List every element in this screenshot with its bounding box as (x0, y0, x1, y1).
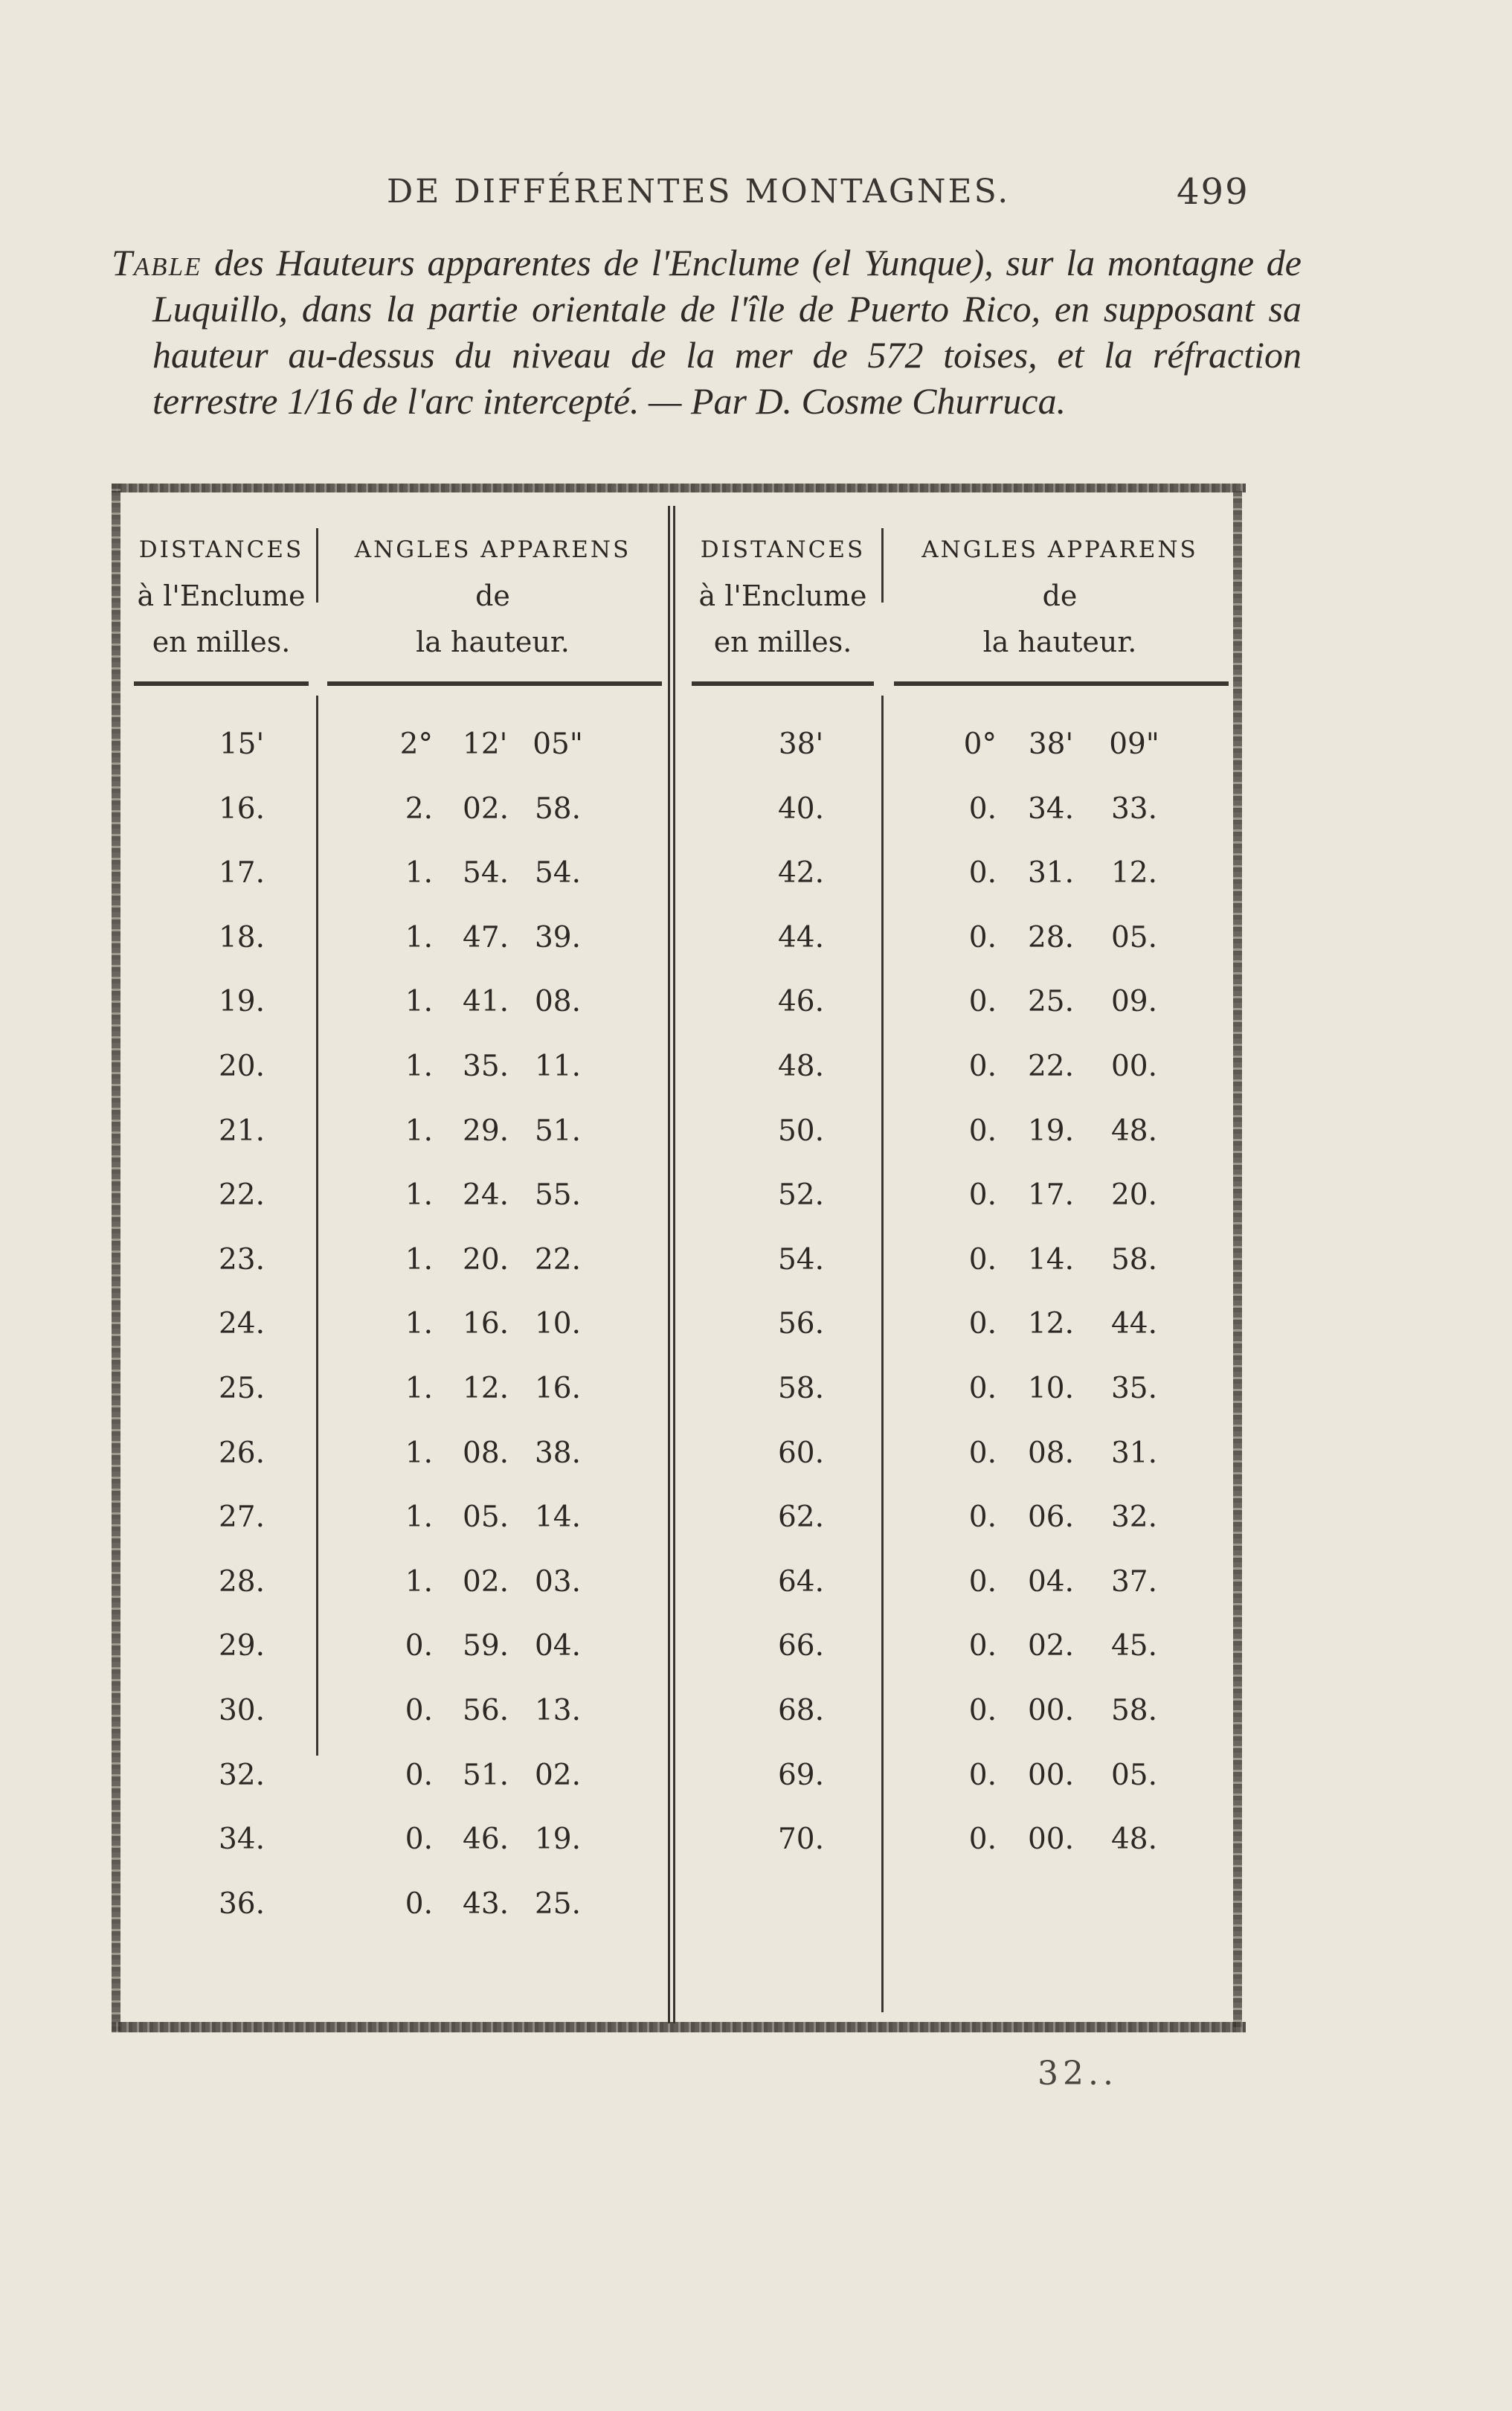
degrees-cell: 0. (968, 1049, 997, 1083)
minutes-cell: 12. (463, 1371, 509, 1405)
distance-cell: 29. (218, 1629, 266, 1663)
header-distances-left: DISTANCES à l'Enclume en milles. (137, 536, 306, 658)
seconds-cell: 20. (1110, 1178, 1158, 1213)
seconds-cell: 14. (534, 1500, 582, 1535)
seconds-cell: 51. (534, 1114, 582, 1148)
minutes-cell: 38' (1028, 728, 1074, 761)
degrees-cell: 0. (405, 1823, 433, 1857)
distance-cell: 17. (218, 856, 266, 890)
distance-cell: 22. (218, 1178, 266, 1213)
table-bottom-rule (112, 2022, 1246, 2032)
seconds-cell: 02. (534, 1758, 582, 1792)
minutes-cell: 02. (463, 1564, 509, 1599)
distance-cell: 44. (777, 920, 825, 954)
distance-cell: 36. (218, 1887, 266, 1921)
seconds-cell: 55. (534, 1178, 582, 1213)
minutes-cell: 20. (463, 1242, 509, 1277)
seconds-cell: 13. (534, 1693, 582, 1727)
header-angles-right: ANGLES APPARENS de la hauteur. (921, 536, 1198, 658)
table-row (112, 1629, 1242, 1694)
distance-cell: 20. (218, 1049, 266, 1083)
seconds-cell: 45. (1110, 1629, 1158, 1663)
minutes-cell: 14. (1027, 1242, 1075, 1277)
minutes-cell: 02. (1027, 1629, 1075, 1663)
distance-cell: 27. (218, 1500, 266, 1535)
degrees-cell: 0. (405, 1758, 433, 1792)
distance-cell: 60. (777, 1436, 825, 1470)
distance-cell: 70. (777, 1823, 825, 1857)
distance-cell: 48. (777, 1049, 825, 1083)
degrees-cell: 0. (968, 920, 997, 954)
seconds-cell: 05" (533, 728, 583, 761)
minutes-cell: 47. (463, 920, 509, 954)
degrees-cell: 0. (968, 1629, 997, 1663)
column-divider (881, 528, 884, 603)
degrees-cell: 1. (405, 1500, 433, 1535)
degrees-cell: 0. (968, 1758, 997, 1792)
degrees-cell: 1. (405, 1436, 433, 1470)
distance-cell: 26. (218, 1436, 266, 1470)
minutes-cell: 31. (1027, 856, 1075, 890)
degrees-cell: 0. (968, 1564, 997, 1599)
distance-cell: 42. (777, 856, 825, 890)
distance-cell: 16. (218, 792, 266, 826)
seconds-cell: 25. (534, 1887, 582, 1921)
minutes-cell: 56. (463, 1693, 509, 1727)
degrees-cell: 1. (405, 985, 433, 1019)
seconds-cell: 22. (534, 1242, 582, 1277)
caption-text: des Hauteurs apparentes de l'Enclume (el Yunque), sur la montagne de Luquillo, dans la partie orientale de l'île de Puerto Rico, en supposant sa hauteur au-dessus du niveau de la mer de 572 toises, et la réfraction terrestre 1/16 de l'arc intercepté. — Par D. Cosme Churruca. (152, 242, 1302, 422)
distance-cell: 24. (218, 1307, 266, 1341)
distance-cell: 50. (777, 1114, 825, 1148)
seconds-cell: 09" (1109, 728, 1159, 761)
minutes-cell: 16. (463, 1307, 509, 1341)
seconds-cell: 08. (534, 985, 582, 1019)
degrees-cell: 1. (405, 1114, 433, 1148)
minutes-cell: 12. (1027, 1307, 1075, 1341)
distance-cell: 25. (218, 1371, 266, 1405)
seconds-cell: 11. (534, 1049, 582, 1083)
minutes-cell: 06. (1027, 1500, 1075, 1535)
table-body (112, 728, 1242, 1951)
degrees-cell: 1. (405, 1307, 433, 1341)
minutes-cell: 25. (1027, 985, 1075, 1019)
minutes-cell: 17. (1027, 1178, 1075, 1213)
degrees-cell: 0. (968, 1242, 997, 1277)
seconds-cell: 37. (1110, 1564, 1158, 1599)
minutes-cell: 34. (1027, 792, 1075, 826)
table-row (112, 1372, 1242, 1436)
seconds-cell: 32. (1110, 1500, 1158, 1535)
distance-cell: 19. (218, 985, 266, 1019)
header-underline (134, 681, 309, 686)
seconds-cell: 31. (1110, 1436, 1158, 1470)
page-number: 499 (1177, 171, 1249, 213)
seconds-cell: 03. (534, 1564, 582, 1599)
table-row (112, 985, 1242, 1050)
running-head: DE DIFFÉRENTES MONTAGNES. (387, 173, 1011, 211)
minutes-cell: 00. (1027, 1693, 1075, 1727)
table-row (112, 1307, 1242, 1372)
minutes-cell: 46. (463, 1823, 509, 1857)
distance-cell: 64. (777, 1564, 825, 1599)
degrees-cell: 1. (405, 1564, 433, 1599)
degrees-cell: 0. (968, 856, 997, 890)
minutes-cell: 12' (463, 728, 508, 761)
table-row (112, 1436, 1242, 1501)
minutes-cell: 41. (463, 985, 509, 1019)
distance-cell: 62. (777, 1500, 825, 1535)
altitude-table (112, 484, 1242, 2035)
table-row (112, 921, 1242, 986)
degrees-cell: 0. (968, 792, 997, 826)
minutes-cell: 43. (463, 1887, 509, 1921)
minutes-cell: 51. (463, 1758, 509, 1792)
table-row (112, 1500, 1242, 1565)
header-underline (692, 681, 874, 686)
degrees-cell: 0. (968, 1436, 997, 1470)
distance-cell: 46. (777, 985, 825, 1019)
degrees-cell: 0. (968, 1371, 997, 1405)
table-row (112, 856, 1242, 921)
table-row (112, 1050, 1242, 1114)
distance-cell: 66. (777, 1629, 825, 1663)
degrees-cell: 1. (405, 1178, 433, 1213)
table-row (112, 1114, 1242, 1179)
header-angles-left: ANGLES APPARENS de la hauteur. (354, 536, 631, 658)
header-distances-right: DISTANCES à l'Enclume en milles. (698, 536, 867, 658)
header-underline (894, 681, 1229, 686)
distance-cell: 40. (777, 792, 825, 826)
distance-cell: 68. (777, 1693, 825, 1727)
degrees-cell: 0. (968, 1114, 997, 1148)
degrees-cell: 0° (963, 728, 997, 761)
minutes-cell: 35. (463, 1049, 509, 1083)
degrees-cell: 1. (405, 1242, 433, 1277)
degrees-cell: 2° (399, 728, 433, 761)
seconds-cell: 16. (534, 1371, 582, 1405)
header-underline (327, 681, 662, 686)
table-row (112, 1759, 1242, 1823)
seconds-cell: 12. (1110, 856, 1158, 890)
degrees-cell: 1. (405, 920, 433, 954)
minutes-cell: 28. (1027, 920, 1075, 954)
distance-cell: 52. (777, 1178, 825, 1213)
seconds-cell: 39. (534, 920, 582, 954)
seconds-cell: 58. (1110, 1693, 1158, 1727)
seconds-cell: 35. (1110, 1371, 1158, 1405)
seconds-cell: 10. (534, 1307, 582, 1341)
minutes-cell: 08. (1027, 1436, 1075, 1470)
seconds-cell: 54. (534, 856, 582, 890)
minutes-cell: 08. (463, 1436, 509, 1470)
distance-cell: 34. (218, 1823, 266, 1857)
degrees-cell: 0. (968, 985, 997, 1019)
distance-cell: 56. (777, 1307, 825, 1341)
seconds-cell: 05. (1110, 920, 1158, 954)
minutes-cell: 22. (1027, 1049, 1075, 1083)
degrees-cell: 0. (405, 1887, 433, 1921)
seconds-cell: 04. (534, 1629, 582, 1663)
degrees-cell: 1. (405, 1049, 433, 1083)
degrees-cell: 0. (968, 1823, 997, 1857)
minutes-cell: 29. (463, 1114, 509, 1148)
degrees-cell: 0. (405, 1629, 433, 1663)
minutes-cell: 00. (1027, 1823, 1075, 1857)
distance-cell: 58. (777, 1371, 825, 1405)
table-row (112, 728, 1242, 792)
seconds-cell: 58. (534, 792, 582, 826)
degrees-cell: 0. (968, 1500, 997, 1535)
degrees-cell: 0. (968, 1178, 997, 1213)
degrees-cell: 1. (405, 1371, 433, 1405)
minutes-cell: 59. (463, 1629, 509, 1663)
degrees-cell: 0. (405, 1693, 433, 1727)
table-row (112, 792, 1242, 857)
table-top-rule (112, 484, 1246, 492)
seconds-cell: 33. (1110, 792, 1158, 826)
minutes-cell: 54. (463, 856, 509, 890)
degrees-cell: 0. (968, 1693, 997, 1727)
seconds-cell: 05. (1110, 1758, 1158, 1792)
signature-mark: 32.. (1038, 2055, 1118, 2093)
minutes-cell: 00. (1027, 1758, 1075, 1792)
table-row (112, 1178, 1242, 1243)
distance-cell: 54. (777, 1242, 825, 1277)
seconds-cell: 48. (1110, 1823, 1158, 1857)
distance-cell: 30. (218, 1693, 266, 1727)
minutes-cell: 19. (1027, 1114, 1075, 1148)
degrees-cell: 2. (405, 792, 433, 826)
seconds-cell: 09. (1110, 985, 1158, 1019)
distance-cell: 69. (777, 1758, 825, 1792)
seconds-cell: 44. (1110, 1307, 1158, 1341)
distance-cell: 21. (218, 1114, 266, 1148)
seconds-cell: 00. (1110, 1049, 1158, 1083)
caption-lead-word: Table (112, 242, 202, 283)
distance-cell: 23. (218, 1242, 266, 1277)
distance-cell: 32. (218, 1758, 266, 1792)
seconds-cell: 58. (1110, 1242, 1158, 1277)
table-row (112, 1565, 1242, 1630)
minutes-cell: 05. (463, 1500, 509, 1535)
table-row (112, 1694, 1242, 1759)
seconds-cell: 48. (1110, 1114, 1158, 1148)
minutes-cell: 10. (1027, 1371, 1075, 1405)
seconds-cell: 19. (534, 1823, 582, 1857)
seconds-cell: 38. (534, 1436, 582, 1470)
table-row (112, 1243, 1242, 1308)
table-row (112, 1823, 1242, 1887)
distance-cell: 28. (218, 1564, 266, 1599)
distance-cell: 18. (218, 920, 266, 954)
degrees-cell: 0. (968, 1307, 997, 1341)
table-caption (112, 240, 1302, 424)
minutes-cell: 24. (463, 1178, 509, 1213)
minutes-cell: 04. (1027, 1564, 1075, 1599)
degrees-cell: 1. (405, 856, 433, 890)
distance-cell: 38' (778, 728, 824, 761)
column-divider (316, 528, 318, 603)
minutes-cell: 02. (463, 792, 509, 826)
table-row (112, 1887, 1242, 1952)
distance-cell: 15' (219, 728, 265, 761)
